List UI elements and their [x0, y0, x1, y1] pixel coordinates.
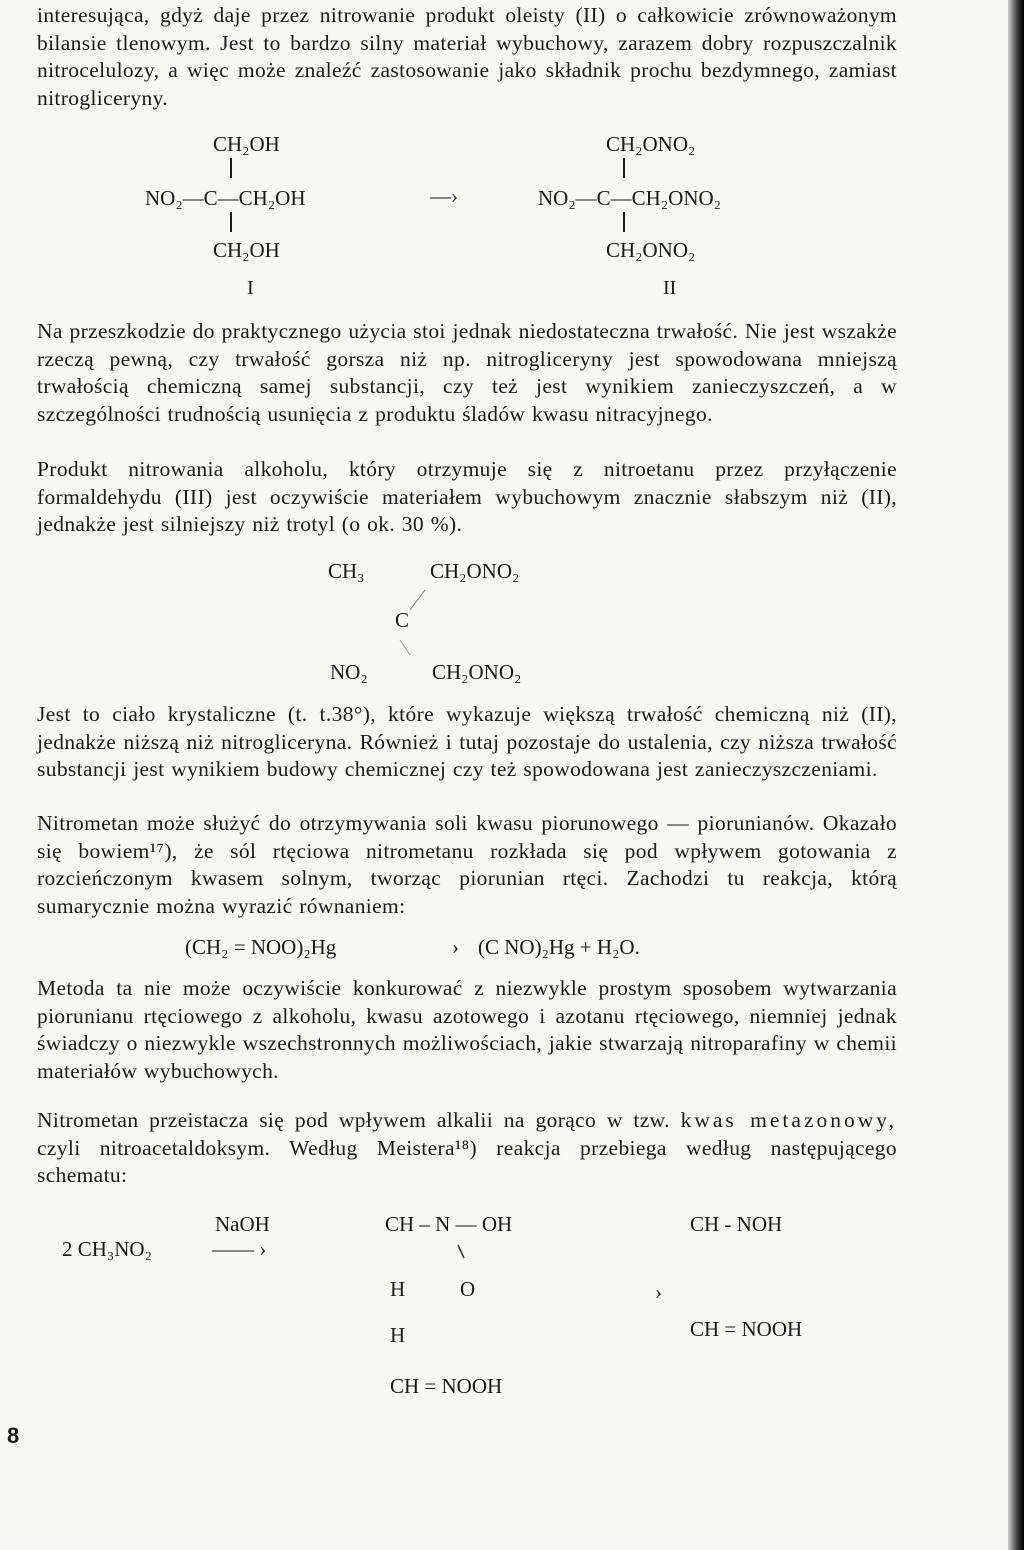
compound-II-top: CH₂ONO₂	[606, 132, 696, 156]
central-carbon: C	[395, 608, 410, 632]
starting-material: 2 CH₃NO₂	[62, 1237, 152, 1261]
equation-arrow: ›	[452, 935, 459, 959]
group-ch2ono2-top: CH₂ONO₂	[430, 559, 520, 583]
page-number: 8	[7, 1423, 20, 1448]
compound-II-label: II	[663, 277, 677, 299]
text-part: czyli nitroacetaldoksym. Według Meistera¹⁸) reakcja przebiega według następującego schematu:	[37, 1135, 897, 1188]
intermediate-bottom: CH = NOOH	[390, 1374, 503, 1398]
bond-line	[623, 158, 625, 178]
scheme-arrow: —— ›	[212, 1237, 267, 1261]
paragraph-fulminate: Nitrometan może służyć do otrzymywania soli kwasu piorunowego — piorunianów. Okazało się bowiem¹⁷), że sól rtęciowa nitrometanu rozkłada się pod wpływem gotowania z rozcieńczonym kwasem solnym, tworząc piorunian rtęci. Zachodzi tu reakcja, którą sumarycznie można wyrazić równaniem:	[37, 811, 897, 918]
product-top: CH - NOH	[690, 1212, 783, 1236]
paragraph-stability: Na przeszkodzie do praktycznego użycia stoi jednak niedostateczna trwałość. Nie jest wszakże rzeczą pewną, czy trwałość gorsza niż np. nitrogliceryny jest spowodowana mniejszą trwałością chemiczną samej substancji, czy też jest wynikiem zanieczyszczeń, a w szczególności trudnością usunięcia z produktu śladów kwasu nitracyjnego.	[37, 319, 897, 426]
paragraph-nitroethane: Produkt nitrowania alkoholu, który otrzymuje się z nitroetanu przez przyłączenie formaldehydu (III) jest oczywiście materiałem wybuchowym znacznie słabszym niż (II), jednakże jest silniejszy niż trotyl (o ok. 30 %).	[37, 457, 897, 537]
compound-I-top: CH₂OH	[213, 132, 280, 156]
paragraph-crystalline: Jest to ciało krystaliczne (t. t.38°), które wykazuje większą trwałość chemiczną niż (II), jednakże niższą niż nitrogliceryna. Również i tutaj pozostaje do ustalenia, czy niższa trwałość substancji jest wynikiem budowy chemicznej czy też spowodowana jest zanieczyszczeniami.	[37, 702, 897, 782]
intermediate-h1: H	[390, 1277, 406, 1301]
compound-I-middle: NO₂—C—CH₂OH	[145, 186, 306, 210]
bond-lines	[450, 1240, 480, 1270]
bond-line	[230, 158, 232, 178]
reagent-naoh: NaOH	[215, 1212, 270, 1236]
text-part: Nitrometan przeistacza się pod wpływem alkalii na gorąco w tzw.	[37, 1108, 670, 1132]
spaced-term: kwas metazonowy,	[680, 1108, 897, 1132]
bond-lines	[380, 585, 440, 665]
reaction-arrow: —›	[430, 184, 458, 208]
intermediate-o: O	[460, 1277, 476, 1301]
compound-I-label: I	[247, 277, 254, 299]
group-ch2ono2-bottom: CH₂ONO₂	[432, 660, 522, 684]
group-no2: NO₂	[330, 660, 368, 684]
bond-line	[623, 212, 625, 232]
intermediate-h2: H	[390, 1323, 406, 1347]
group-ch3: CH₃	[328, 559, 365, 583]
paragraph-metazonic	[37, 1107, 897, 1190]
paragraph-method: Metoda ta nie może oczywiście konkurować z niezwykle prostym sposobem wytwarzania piorunianu rtęciowego z alkoholu, kwasu azotowego i azotanu rtęciowego, niemniej jednak świadczy o niezwykle wszechstronnych możliwościach, jakie stwarzają nitroparafiny w chemii materiałów wybuchowych.	[37, 976, 897, 1083]
product-bottom: CH = NOOH	[690, 1317, 803, 1341]
compound-II-middle: NO₂—C—CH₂ONO₂	[538, 186, 721, 210]
scheme-arrow-2: ›	[655, 1280, 662, 1304]
compound-II-bottom: CH₂ONO₂	[606, 238, 696, 262]
scan-edge	[1008, 0, 1024, 1550]
equation-rhs: (C NO)₂Hg + H₂O.	[478, 935, 640, 959]
equation-lhs: (CH₂ = NOO)₂Hg	[185, 935, 337, 959]
bond-line	[230, 212, 232, 232]
paragraph-intro: interesująca, gdyż daje przez nitrowanie produkt oleisty (II) o całkowicie zrównoważonym bilansie tlenowym. Jest to bardzo silny materiał wybuchowy, zarazem dobry rozpuszczalnik nitrocelulozy, a więc może znaleźć zastosowanie jako składnik prochu bezdymnego, zamiast nitrogliceryny.	[37, 3, 897, 110]
intermediate-top: CH – N — OH	[385, 1212, 513, 1236]
compound-I-bottom: CH₂OH	[213, 238, 280, 262]
